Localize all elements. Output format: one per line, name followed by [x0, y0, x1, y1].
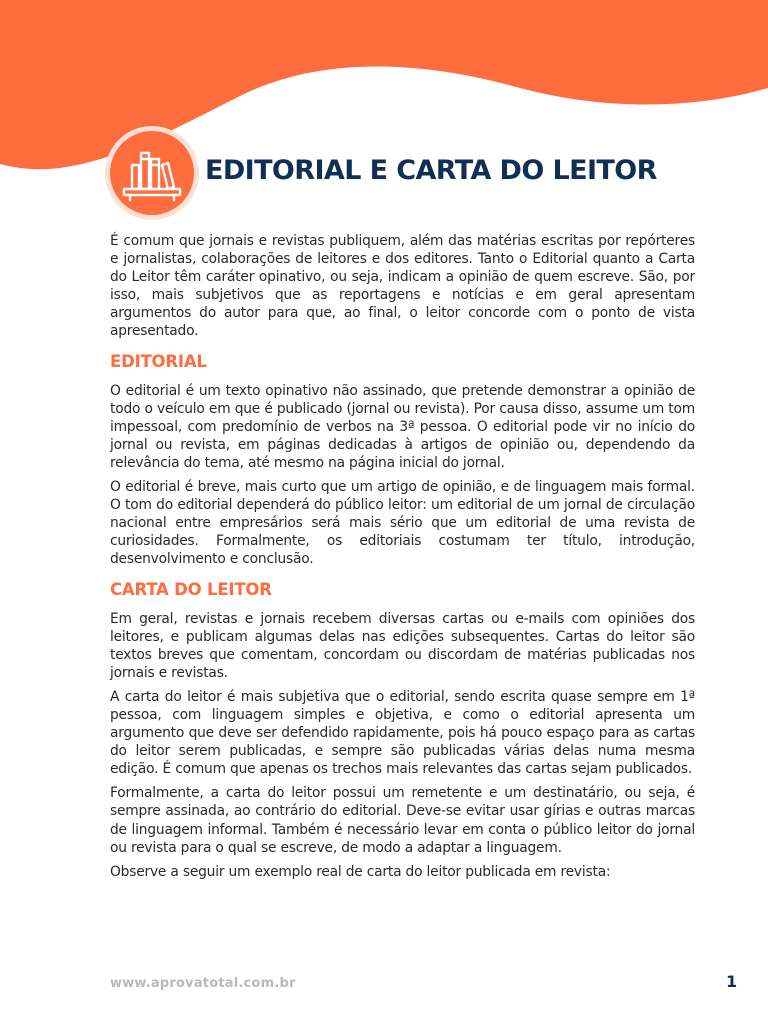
bookshelf-icon — [110, 131, 194, 215]
editorial-paragraph: O editorial é breve, mais curto que um artigo de opinião, e de linguagem mais formal. O tom do editorial dependerá do público leitor: um editorial de um jornal de circulação nacional entre empresários será mais sério que um editorial de uma revista de curiosidades. Formalmente, os editoriais costumam ter título, introdução, desenvolvimento e conclusão. — [110, 479, 695, 568]
intro-paragraph: É comum que jornais e revistas publiquem, além das matérias escritas por repórteres e jornalistas, colaborações de leitores e dos editores. Tanto o Editorial quanto a Carta do Leitor têm caráter opinativo, ou seja, indicam a opinião de quem escreve. São, por isso, mais subjetivos que as reportagens e notícias e em geral apresentam argumentos do autor para que, ao final, o leitor concorde com o ponto de vista apresentado. — [110, 233, 695, 340]
article-body — [110, 232, 695, 887]
section-heading-editorial: EDITORIAL — [110, 351, 207, 371]
carta-paragraph: Em geral, revistas e jornais recebem diversas cartas ou e-mails com opiniões dos leitores, e publicam algumas delas nas edições subsequentes. Cartas do leitor são textos breves que comentam, concordam ou discordam de matérias publicadas nos jornais e revistas. — [110, 610, 695, 681]
page-number: 1 — [726, 972, 738, 991]
carta-paragraph: Observe a seguir um exemplo real de carta do leitor publicada em revista: — [110, 863, 611, 880]
carta-paragraph: Formalmente, a carta do leitor possui um remetente e um destinatário, ou seja, é sempre assinada, ao contrário do editorial. Deve-se evitar usar gírias e outras marcas de linguagem informal. Também é necessário levar em conta o público leitor do jornal ou revista para o qual se escreve, de modo a adaptar a linguagem. — [110, 785, 695, 856]
carta-paragraph: A carta do leitor é mais subjetiva que o editorial, sendo escrita quase sempre em 1ª pessoa, com linguagem simples e objetiva, e como o editorial apresenta um argumento que deve ser defendido rapidamente, pois há pouco espaço para as cartas do leitor serem publicadas, e sempre são publicadas várias delas numa mesma edição. É comum que apenas os trechos mais relevantes das cartas sejam publicados. — [110, 688, 695, 778]
editorial-paragraph: O editorial é um texto opinativo não assinado, que pretende demonstrar a opinião de todo o veículo em que é publicado (jornal ou revista). Por causa disso, assume um tom impessoal, com predomínio de verbos na 3ª pessoa. O editorial pode vir no início do jornal ou revista, em páginas dedicadas à artigos de opinião ou, dependendo da relevância do tema, até mesmo na página inicial do jornal. — [110, 382, 695, 471]
footer-url-link[interactable]: www.aprovatotal.com.br — [110, 976, 296, 991]
section-heading-carta-do-leitor: CARTA DO LEITOR — [110, 579, 272, 599]
page-title: EDITORIAL E CARTA DO LEITOR — [205, 155, 657, 186]
